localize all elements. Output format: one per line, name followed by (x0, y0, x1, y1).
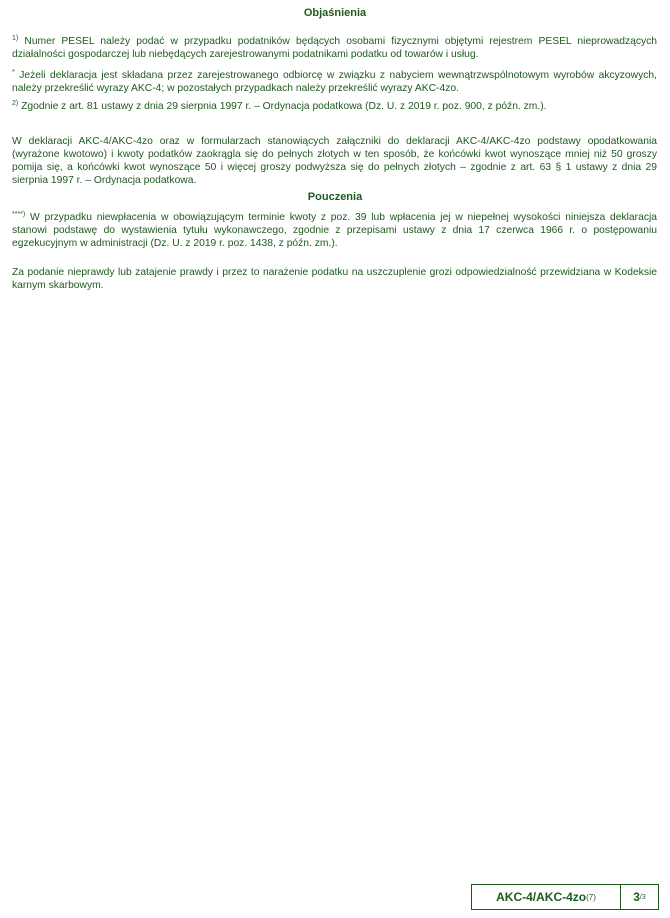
page-total: /3 (639, 893, 646, 901)
footnote-2-text: Zgodnie z art. 81 ustawy z dnia 29 sierpnia 1997 r. – Ordynacja podatkowa (Dz. U. z 2019 r. poz. 900, z późn. zm.). (21, 101, 547, 112)
footnote-4-text: W przypadku niewpłacenia w obowiązującym terminie kwoty z poz. 39 lub wpłacenia jej w niepełnej wysokości niniejsza deklaracja stanowi podstawę do wystawienia tytułu wykonawczego, zgodnie z przepisami ustawy z dnia 17 czerwca 1966 r. o postępowaniu egzekucyjnym w administracji (Dz. U. z 2019 r. poz. 1438, z późn. zm.). (12, 212, 657, 249)
instructions-heading: Pouczenia (307, 191, 363, 203)
rounding-rules-paragraph: W deklaracji AKC-4/AKC-4zo oraz w formularzach stanowiących załączniki do deklaracji AKC-4/AKC-4zo podstawy opodatkowania (wyrażone kwotowo) i kwoty podatków zaokrągla się do pełnych złotych w ten sposób, że końcówki kwot wynoszące mniej niż 50 groszy pomija się, a końcówki kwot wynoszące 50 i więcej groszy podwyższa się do pełnych złotych – zgodnie z art. 63 § 1 ustawy z dnia 29 sierpnia 1997 r. – Ordynacja podatkowa. (12, 136, 657, 186)
footnote-star-text: Jeżeli deklaracja jest składana przez zarejestrowanego odbiorcę w związku z nabyciem wewnątrzwspólnotowym wyrobów akcyzowych, należy przekreślić wyrazy AKC-4; w pozostałych przypadkach należy przekreślić wyrazy AKC-4zo. (12, 70, 657, 94)
page-number: 3 (633, 890, 640, 904)
form-code-box (472, 885, 621, 909)
footnote-2-marker: 2) (12, 100, 19, 107)
footnote-1 (12, 35, 657, 61)
penalty-paragraph: Za podanie nieprawdy lub zatajenie prawdy i przez to narażenie podatku na uszczuplenie grozi odpowiedzialność przewidziana w Kodeksie karnym skarbowym. (12, 267, 657, 291)
page-number-box (621, 885, 658, 909)
form-footer (471, 884, 659, 910)
footnote-1-text: Numer PESEL należy podać w przypadku podatników będących osobami fizycznymi objętymi rejestrem PESEL nieprowadzących działalności gospodarczej lub niebędących zarejestrowanymi podatnikami podatku od towarów i usług. (12, 36, 657, 60)
form-code: AKC-4/AKC-4zo (496, 890, 587, 904)
footnote-star (12, 69, 657, 95)
footnote-4 (12, 211, 657, 250)
footnote-4-marker: ****) (12, 211, 26, 218)
footnote-2 (12, 100, 657, 113)
form-version: (7) (586, 892, 596, 902)
explanations-heading: Objaśnienia (303, 7, 367, 19)
footnote-1-marker: 1) (12, 35, 19, 42)
footnote-star-marker: * (12, 69, 15, 76)
